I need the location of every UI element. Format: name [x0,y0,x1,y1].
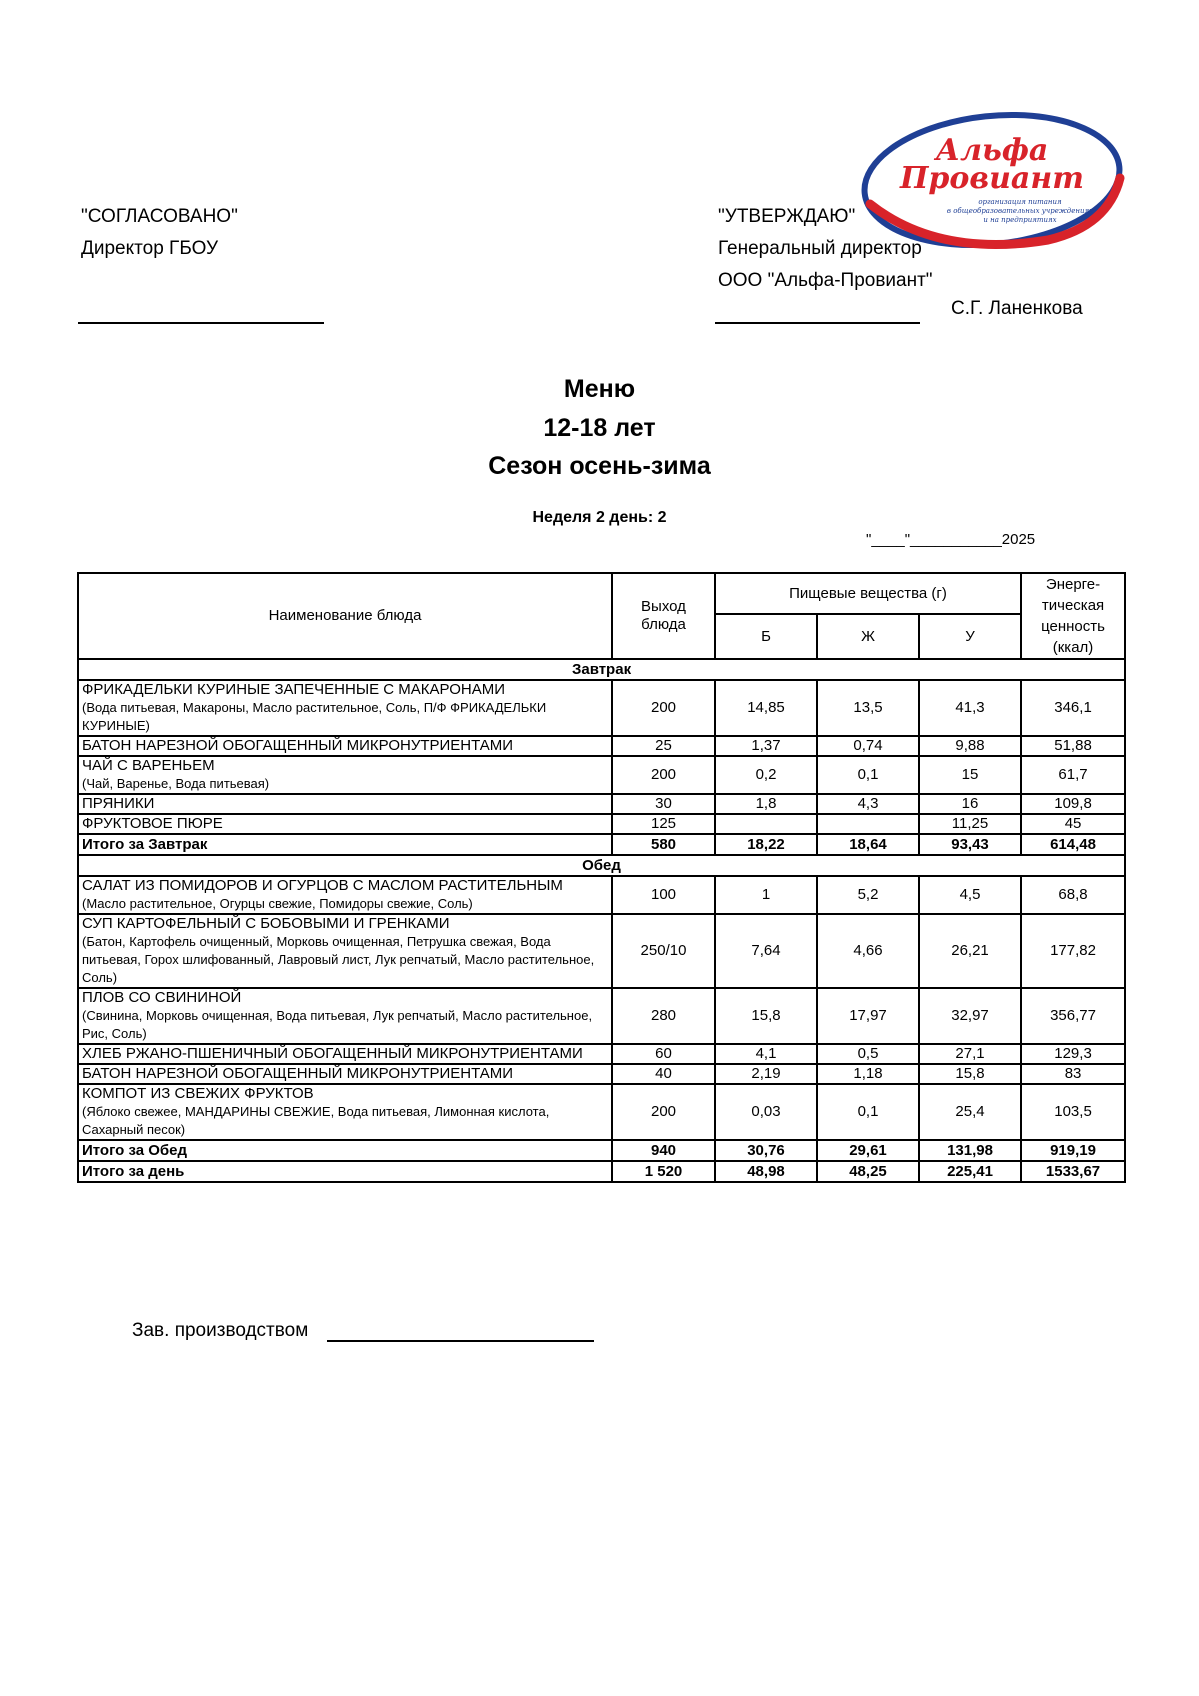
total-cell-output: 580 [612,834,715,855]
cell-energy: 61,7 [1021,756,1125,794]
cell-fats [817,814,919,834]
cell-carbs: 15 [919,756,1021,794]
cell-energy: 356,77 [1021,988,1125,1044]
header-output [612,573,715,659]
section-header-row [78,855,1125,876]
header-proteins: Б [715,614,817,659]
svg-text:и на предприятиях: и на предприятиях [983,216,1057,224]
header-energy-line1: Энерге- [1045,576,1101,593]
dish-name: САЛАТ ИЗ ПОМИДОРОВ И ОГУРЦОВ С МАСЛОМ РАСТИТЕЛЬНЫМ [82,877,563,894]
total-cell-carbs: 93,43 [919,834,1021,855]
signer-name: С.Г. Ланенкова [951,298,1083,319]
total-cell-proteins: 18,22 [715,834,817,855]
cell-fats: 0,1 [817,1084,919,1140]
total-cell-proteins: 30,76 [715,1140,817,1161]
dish-cell [78,794,612,814]
section-title: Обед [78,855,1125,876]
dish-name: ПЛОВ СО СВИНИНОЙ [82,989,242,1006]
cell-carbs: 41,3 [919,680,1021,736]
cell-carbs: 27,1 [919,1044,1021,1064]
header-fats: Ж [817,614,919,659]
dish-cell [78,1064,612,1084]
menu-table [77,572,1126,1183]
age-group: 12-18 лет [543,414,656,442]
total-cell-fats: 29,61 [817,1140,919,1161]
cell-proteins: 1,37 [715,736,817,756]
svg-text:организация питания: организация питания [978,198,1062,206]
cell-carbs: 25,4 [919,1084,1021,1140]
total-label: Итого за Обед [78,1140,612,1161]
cell-output: 25 [612,736,715,756]
header-output-line2: блюда [641,616,686,633]
table-row [78,1044,1125,1064]
cell-proteins: 14,85 [715,680,817,736]
cell-energy: 103,5 [1021,1084,1125,1140]
dish-cell [78,680,612,736]
table-row [78,1064,1125,1084]
day-total-cell-proteins: 48,98 [715,1161,817,1182]
cell-fats: 0,1 [817,756,919,794]
production-manager-label: Зав. производством [132,1320,309,1341]
total-cell-energy: 614,48 [1021,834,1125,855]
approved-label: "СОГЛАСОВАНО" [81,206,238,227]
dish-composition: (Масло растительное, Огурцы свежие, Помидоры свежие, Соль) [82,896,473,911]
dish-cell [78,1044,612,1064]
season: Сезон осень-зима [488,452,711,480]
cell-proteins: 15,8 [715,988,817,1044]
dish-cell [78,914,612,988]
header-energy-line3: ценность [1041,618,1105,635]
approved-signature-line [78,322,324,324]
table-row [78,876,1125,914]
cell-output: 200 [612,680,715,736]
table-row [78,756,1125,794]
dish-name: ЧАЙ С ВАРЕНЬЕМ [82,757,215,774]
confirm-signature-line [715,322,920,324]
cell-fats: 4,66 [817,914,919,988]
dish-cell [78,988,612,1044]
header-nutrients: Пищевые вещества (г) [715,573,1021,614]
cell-carbs: 16 [919,794,1021,814]
header-energy-line2: тическая [1041,597,1105,614]
cell-proteins: 2,19 [715,1064,817,1084]
date-line: "____"___________2025 [866,531,1036,548]
cell-energy: 177,82 [1021,914,1125,988]
approved-position: Директор ГБОУ [81,238,219,259]
svg-text:Альфа: Альфа [935,133,1049,168]
dish-cell [78,876,612,914]
cell-output: 200 [612,1084,715,1140]
cell-fats: 1,18 [817,1064,919,1084]
cell-fats: 5,2 [817,876,919,914]
total-cell-energy: 919,19 [1021,1140,1125,1161]
dish-cell [78,736,612,756]
confirm-position: Генеральный директор [718,238,922,259]
header-energy-line4: (ккал) [1052,639,1094,656]
cell-carbs: 9,88 [919,736,1021,756]
confirm-company: ООО "Альфа-Провиант" [718,270,933,291]
cell-output: 60 [612,1044,715,1064]
cell-fats: 0,74 [817,736,919,756]
cell-fats: 0,5 [817,1044,919,1064]
confirm-label: "УТВЕРЖДАЮ" [718,206,856,227]
menu-title: Меню [563,375,636,403]
dish-composition: (Батон, Картофель очищенный, Морковь очищенная, Петрушка свежая, Вода питьевая, Горох шлифованный, Лавровый лист, Лук репчатый, Масло растительное, Соль) [82,934,595,985]
dish-cell [78,756,612,794]
menu-table-body [78,659,1125,1182]
cell-energy: 51,88 [1021,736,1125,756]
cell-energy: 109,8 [1021,794,1125,814]
day-total-cell-carbs: 225,41 [919,1161,1021,1182]
dish-name: КОМПОТ ИЗ СВЕЖИХ ФРУКТОВ [82,1085,314,1102]
cell-fats: 13,5 [817,680,919,736]
dish-composition: (Яблоко свежее, МАНДАРИНЫ СВЕЖИЕ, Вода питьевая, Лимонная кислота, Сахарный песок) [82,1104,550,1137]
header-carbs: У [919,614,1021,659]
section-total-row [78,1140,1125,1161]
cell-fats: 17,97 [817,988,919,1044]
cell-output: 30 [612,794,715,814]
total-label: Итого за Завтрак [78,834,612,855]
dish-composition: (Чай, Варенье, Вода питьевая) [82,776,270,791]
table-row [78,680,1125,736]
approved-block [81,201,238,265]
dish-name: ПРЯНИКИ [82,795,155,812]
dish-composition: (Вода питьевая, Макароны, Масло растительное, Соль, П/Ф ФРИКАДЕЛЬКИ КУРИНЫЕ) [82,700,547,733]
day-total-label: Итого за день [78,1161,612,1182]
svg-text:в общеобразовательных учрежден: в общеобразовательных учреждениях [946,207,1094,215]
table-row [78,794,1125,814]
dish-cell [78,1084,612,1140]
day-total-row [78,1161,1125,1182]
cell-energy: 346,1 [1021,680,1125,736]
section-title: Завтрак [78,659,1125,680]
total-cell-carbs: 131,98 [919,1140,1021,1161]
svg-text:Провиант: Провиант [900,161,1084,196]
cell-energy: 68,8 [1021,876,1125,914]
cell-carbs: 32,97 [919,988,1021,1044]
cell-output: 40 [612,1064,715,1084]
cell-output: 100 [612,876,715,914]
dish-name: БАТОН НАРЕЗНОЙ ОБОГАЩЕННЫЙ МИКРОНУТРИЕНТАМИ [82,737,514,754]
cell-proteins [715,814,817,834]
cell-proteins: 1,8 [715,794,817,814]
total-cell-fats: 18,64 [817,834,919,855]
section-header-row [78,659,1125,680]
cell-proteins: 0,03 [715,1084,817,1140]
cell-fats: 4,3 [817,794,919,814]
table-row [78,1084,1125,1140]
day-total-cell-output: 1 520 [612,1161,715,1182]
dish-name: СУП КАРТОФЕЛЬНЫЙ С БОБОВЫМИ И ГРЕНКАМИ [82,915,450,932]
cell-output: 200 [612,756,715,794]
dish-name: ФРУКТОВОЕ ПЮРЕ [82,815,223,832]
cell-output: 250/10 [612,914,715,988]
cell-carbs: 15,8 [919,1064,1021,1084]
dish-cell [78,814,612,834]
cell-proteins: 4,1 [715,1044,817,1064]
table-row [78,914,1125,988]
cell-output: 280 [612,988,715,1044]
dish-name: ХЛЕБ РЖАНО-ПШЕНИЧНЫЙ ОБОГАЩЕННЫЙ МИКРОНУТРИЕНТАМИ [82,1045,583,1062]
cell-energy: 45 [1021,814,1125,834]
header-dish-name: Наименование блюда [78,573,612,659]
dish-name: ФРИКАДЕЛЬКИ КУРИНЫЕ ЗАПЕЧЕННЫЕ С МАКАРОНАМИ [82,681,505,698]
cell-proteins: 7,64 [715,914,817,988]
cell-energy: 129,3 [1021,1044,1125,1064]
header-energy [1021,573,1125,659]
dish-composition: (Свинина, Морковь очищенная, Вода питьевая, Лук репчатый, Масло растительное, Рис, Соль) [82,1008,593,1041]
day-total-cell-fats: 48,25 [817,1161,919,1182]
alfa-proviant-logo [858,108,1126,252]
cell-proteins: 0,2 [715,756,817,794]
cell-proteins: 1 [715,876,817,914]
total-cell-output: 940 [612,1140,715,1161]
day-total-cell-energy: 1533,67 [1021,1161,1125,1182]
header-output-line1: Выход [641,598,686,615]
cell-output: 125 [612,814,715,834]
table-row [78,814,1125,834]
cell-carbs: 4,5 [919,876,1021,914]
cell-carbs: 11,25 [919,814,1021,834]
production-manager-signature-line [327,1340,594,1342]
cell-energy: 83 [1021,1064,1125,1084]
table-row [78,988,1125,1044]
week-day: Неделя 2 день: 2 [532,509,667,526]
cell-carbs: 26,21 [919,914,1021,988]
dish-name: БАТОН НАРЕЗНОЙ ОБОГАЩЕННЫЙ МИКРОНУТРИЕНТАМИ [82,1065,514,1082]
table-row [78,736,1125,756]
section-total-row [78,834,1125,855]
